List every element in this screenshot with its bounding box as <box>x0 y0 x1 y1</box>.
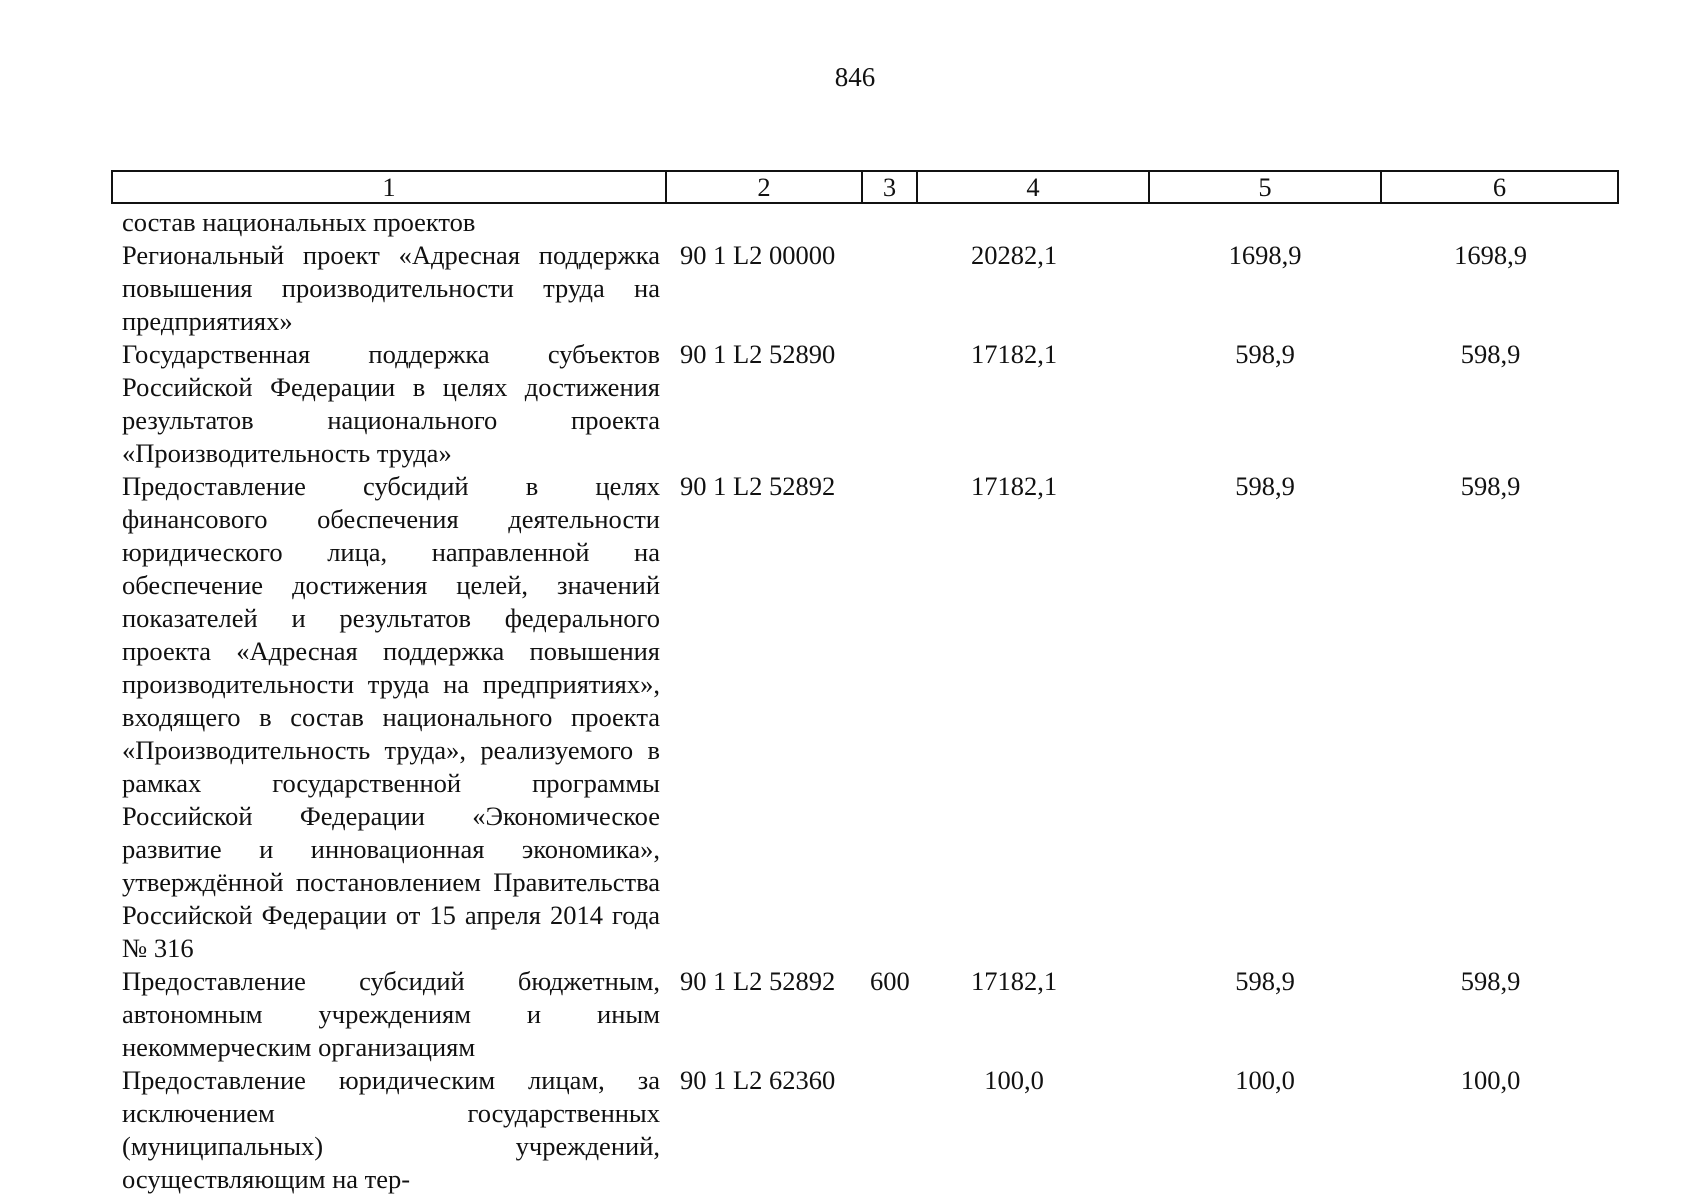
row-amount-col4 <box>917 203 1149 239</box>
table-row <box>112 239 1618 338</box>
column-header-6: 6 <box>1381 171 1618 203</box>
row-name: состав национальных проектов <box>122 207 476 237</box>
row-name: Региональный проект «Адресная поддержка повышения производительности труда на предприятиях» <box>122 240 660 336</box>
row-name: Предоставление юридическим лицам, за исключением государственных (муниципальных) учреждений, осуществляющим на тер- <box>122 1065 660 1194</box>
row-amount-col4: 17182,1 <box>970 966 1058 996</box>
row-target-code: 90 1 L2 52890 <box>680 339 836 369</box>
row-amount-col6: 1698,9 <box>1454 240 1527 270</box>
row-target-code: 90 1 L2 62360 <box>680 1065 836 1095</box>
column-header-4: 4 <box>917 171 1149 203</box>
row-amount-col5: 598,9 <box>1235 339 1295 369</box>
table-row <box>112 338 1618 470</box>
row-amount-col5 <box>1149 203 1381 239</box>
column-header-5: 5 <box>1149 171 1381 203</box>
row-expense-type <box>862 338 917 470</box>
budget-table <box>111 170 1619 1196</box>
row-amount-col5: 1698,9 <box>1228 240 1302 270</box>
row-amount-col4: 20282,1 <box>970 240 1058 270</box>
column-header-1: 1 <box>112 171 666 203</box>
row-expense-type: 600 <box>870 966 910 996</box>
row-target-code: 90 1 L2 52892 <box>680 471 836 501</box>
row-amount-col6 <box>1381 203 1618 239</box>
row-amount-col6: 100,0 <box>1460 1065 1521 1095</box>
row-expense-type <box>862 239 917 338</box>
row-amount-col5: 598,9 <box>1235 471 1295 501</box>
row-target-code: 90 1 L2 00000 <box>680 240 836 270</box>
row-expense-type <box>862 470 917 965</box>
row-amount-col6: 598,9 <box>1460 471 1521 501</box>
column-number-header-row <box>112 171 1618 203</box>
row-amount-col5: 100,0 <box>1235 1065 1295 1095</box>
row-name: Предоставление субсидий бюджетным, автономным учреждениям и иным некоммерческим организациям <box>122 966 660 1062</box>
page-number: 846 <box>834 62 876 92</box>
row-expense-type <box>862 1064 917 1196</box>
row-name: Предоставление субсидий в целях финансового обеспечения деятельности юридического лица, направленной на обеспечение достижения целей, значений показателей и результатов федерального проекта «Адресная поддержка повышения производительности труда на предприятиях», входящего в состав национального проекта «Производительность труда», реализуемого в рамках государственной программы Российской Федерации «Экономическое развитие и инновационная экономика», утверждённой постановлением Правительства Российской Федерации от 15 апреля 2014 года № 316 <box>122 471 660 963</box>
row-amount-col6: 598,9 <box>1460 339 1521 369</box>
row-amount-col4: 17182,1 <box>970 339 1058 369</box>
row-amount-col5: 598,9 <box>1235 966 1295 996</box>
table-row <box>112 965 1618 1064</box>
row-target-code: 90 1 L2 52892 <box>680 966 836 996</box>
row-expense-type <box>862 203 917 239</box>
column-header-3: 3 <box>862 171 917 203</box>
row-amount-col6: 598,9 <box>1460 966 1521 996</box>
table-row <box>112 470 1618 965</box>
row-amount-col4: 100,0 <box>984 1065 1044 1095</box>
table-row <box>112 1064 1618 1196</box>
row-name: Государственная поддержка субъектов Российской Федерации в целях достижения результатов национального проекта «Производительность труда» <box>122 339 660 468</box>
row-target-code <box>666 203 862 239</box>
row-amount-col4: 17182,1 <box>970 471 1058 501</box>
table-row <box>112 203 1618 239</box>
column-header-2: 2 <box>666 171 862 203</box>
